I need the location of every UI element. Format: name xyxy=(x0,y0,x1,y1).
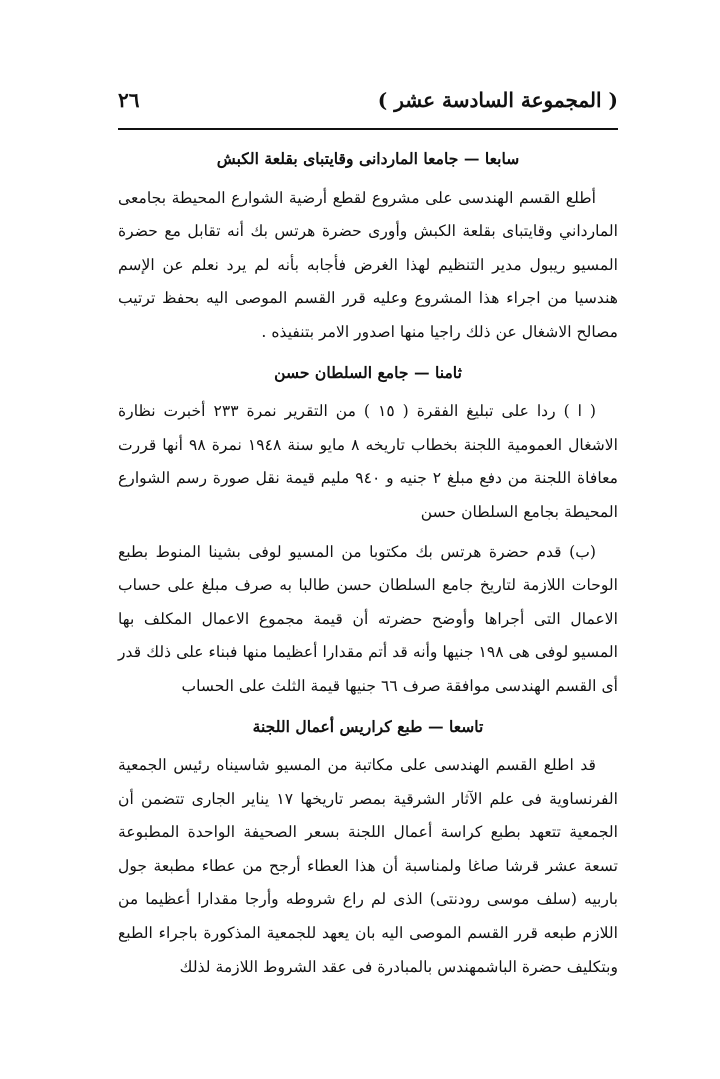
section-heading: سابعا — جامعا الماردانى وقايتباى بقلعة الكبش xyxy=(216,149,520,168)
section-paragraph: (ب) قدم حضرة هرتس بك مكتوبا من المسيو لوفى بشينا المنوط بطبع الوحات اللازمة لتاريخ جامع السلطان حسن طالبا به صرف مبلغ على حساب الاعمال التى أجراها وأوضح حضرته أن قيمة مجموع الاعمال المكلف بها المسيو لوفى هى ١٩٨ جنيها وأنه قد أتم مقدارا أعظيما منها فبناء على ذلك قدر أى القسم الهندسى موافقة صرف ٦٦ جنيها قيمة الثلث على الحساب xyxy=(118,542,618,695)
section-paragraph: أطلع القسم الهندسى على مشروع لقطع أرضية الشوارع المحيطة بجامعى المارداني وقايتباى بقلعة الكبش وأورى حضرة هرتس بك أنه تقابل مع حضرة المسيو ريبول مدير التنظيم لهذا الغرض فأجابه بأنه لم يرد نعلم عن الإسم هندسيا من اجراء هذا المشروع وعليه قرر القسم الموصى اليه بحفظ ترتيب مصالح الاشغال عن ذلك راجيا منها اصدور الامر بتنفيذه . xyxy=(118,188,618,341)
section-seventh xyxy=(118,142,618,350)
header-rule xyxy=(118,128,618,130)
section-heading: ثامنا — جامع السلطان حسن xyxy=(274,362,462,382)
running-title: ( المجموعة السادسة عشر ) xyxy=(377,88,618,112)
section-paragraph: ( ا ) ردا على تبليغ الفقرة ( ١٥ ) من التقرير نمرة ٢٣٣ أخبرت نظارة الاشغال العمومية اللجنة بخطاب تاريخه ٨ مايو سنة ١٩٤٨ نمرة ٩٨ أنها قررت معافاة اللجنة من دفع مبلغ ٢ جنيه و ٩٤٠ مليم قيمة نقل صورة رسم الشوارع المحيطة بجامع السلطان حسن xyxy=(118,402,619,521)
page-number: ٢٦ xyxy=(118,88,140,112)
section-eighth xyxy=(118,356,618,704)
section-paragraph: قد اطلع القسم الهندسى على مكاتبة من المسيو شاسيناه رئيس الجمعية الفرنساوية فى علم الآثار الشرقية بمصر تاريخها ١٧ يناير الجارى تتضمن أن الجمعية تتعهد بطبع كراسة أعمال اللجنة بسعر الصحيفة الواحدة المطبوعة تسعة عشر قرشا صاغا ولمناسبة أن هذا العطاء أرجح من عطاء مطبعة جول باربيه (سلف موسى رودنتى) الذى لم راع شروطه وأرجا مقدارا أعظيما من اللازم طبعه قرر القسم الموصى اليه بان يعهد للجمعية المذكورة باجراء الطبع وبتكليف حضرة الباشمهندس بالمبادرة فى عقد الشروط اللازمة لذلك xyxy=(118,756,618,976)
page-body xyxy=(118,142,618,990)
section-heading: تاسعا — طبع كراريس أعمال اللجنة xyxy=(252,716,484,736)
page-header xyxy=(118,88,618,120)
section-ninth xyxy=(118,710,618,985)
